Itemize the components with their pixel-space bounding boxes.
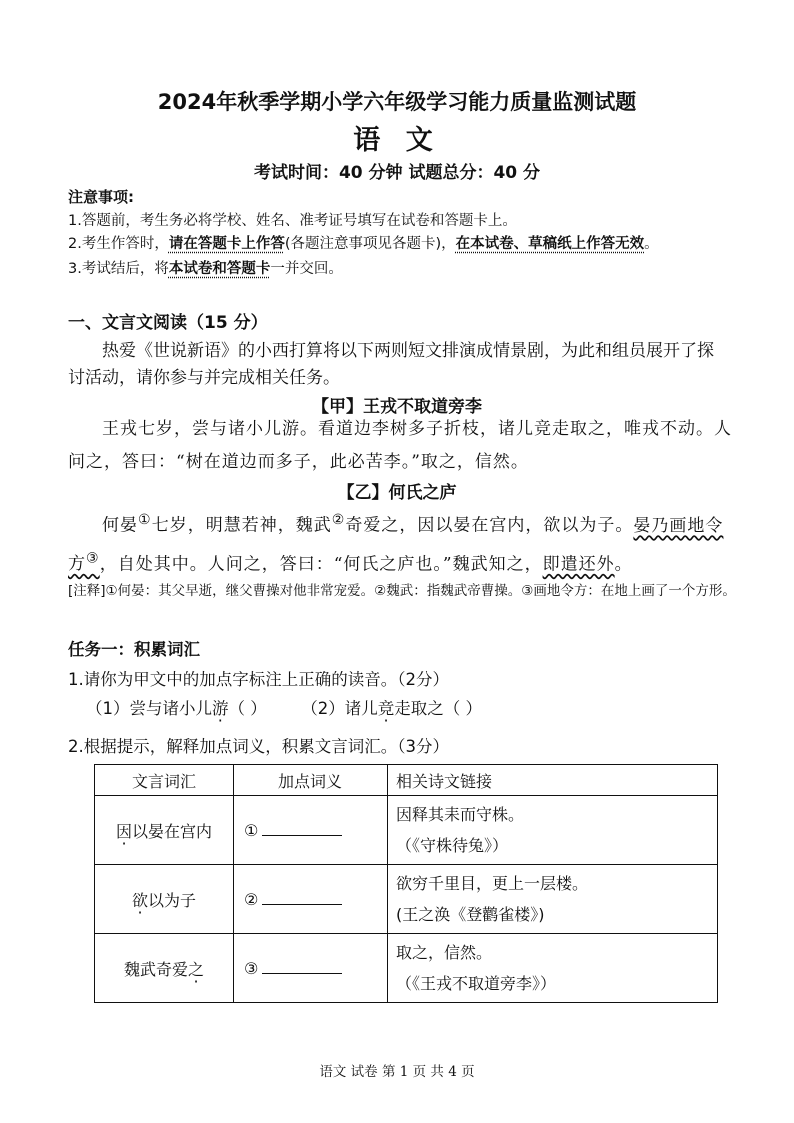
yi-part: ，自处其中。人问之，答曰：“何氏之庐也。”魏武知之， [99, 554, 543, 575]
note-2-part: (各题注意事项见各题卡)， [284, 236, 456, 252]
table-row [95, 865, 718, 934]
yi-part: 何晏 [102, 515, 138, 536]
yi-part: 奇爱之，因以晏在宫内，欲以为子。 [345, 515, 634, 536]
note-2-emph: 请在答题卡上作答 [168, 236, 285, 252]
answer-line[interactable] [262, 821, 342, 836]
passage-jia-title: 【甲】王戎不取道旁李 [312, 397, 482, 417]
dotted-char: 游 [212, 699, 229, 718]
question-1: 1.请你为甲文中的加点字标注上正确的读音。（2分） [68, 670, 449, 689]
note-2-part: 。 [644, 236, 659, 252]
table-header-row [95, 765, 718, 796]
note-2 [68, 232, 659, 253]
word-part: 以晏在宫内 [132, 821, 213, 841]
link-line: 欲穷千里目，更上一层楼。 [396, 874, 589, 893]
word-part: 魏武奇爱 [123, 959, 188, 979]
annotation-footnote: [注释]①何晏：其父早逝，继父曹操对他非常宠爱。②魏武：指魏武帝曹操。③画地令方：在地上画了一个方形。 [68, 583, 736, 599]
notes-heading: 注意事项: [68, 188, 134, 206]
vocab-word [95, 865, 234, 934]
note-3-part: 一并交回。 [270, 261, 343, 277]
footnote-mark: ③ [86, 550, 100, 567]
link-source: （《王戎不取道旁李》） [396, 974, 557, 993]
exam-title: 2024年秋季学期小学六年级学习能力质量监测试题 [157, 90, 637, 114]
word-part: 以为子 [148, 890, 197, 910]
note-2-part: 2.考生作答时， [68, 236, 169, 252]
meaning-cell[interactable] [234, 865, 388, 934]
dotted-char: 因 [115, 821, 132, 841]
blank-number: ② [244, 889, 259, 909]
note-3-emph: 本试卷和答题卡 [168, 261, 271, 277]
yi-part: 。 [614, 554, 633, 575]
yi-wavy: 晏乃画地令方 [68, 515, 724, 575]
question-1-items [86, 695, 482, 719]
answer-line[interactable] [262, 959, 342, 974]
meaning-cell[interactable] [234, 934, 388, 1003]
table-header: 加点词义 [234, 765, 388, 796]
vocab-word [95, 934, 234, 1003]
item-label: （1） [86, 699, 130, 718]
meaning-cell[interactable] [234, 796, 388, 865]
section-1-heading: 一、文言文阅读（15 分） [68, 313, 268, 333]
table-header: 相关诗文链接 [388, 765, 718, 796]
dotted-char: 竞 [377, 699, 395, 718]
link-cell [388, 934, 718, 1003]
note-3-part: 3.考试结后，将 [68, 261, 169, 277]
note-1: 1.答题前，考生务必将学校、姓名、准考证号填写在试卷和答题卡上。 [68, 213, 517, 229]
note-2-emph: 在本试卷、草稿纸上作答无效 [455, 236, 645, 252]
link-line: 因释其耒而守株。 [396, 805, 525, 824]
answer-line[interactable] [262, 890, 342, 905]
item-text: （2）诸儿 [301, 699, 378, 718]
passage-jia-text: 王戎七岁，尝与诸小儿游。看道边李树多子折枝，诸儿竞走取之，唯戎不动。人问之，答曰：“树在道边而多子，此必苦李。”取之，信然。 [68, 419, 732, 472]
table-row [95, 796, 718, 865]
subject-title: 语 文 [353, 125, 441, 156]
table-header: 文言词汇 [95, 765, 234, 796]
link-line: 取之，信然。 [396, 943, 493, 962]
table-row [95, 934, 718, 1003]
passage-yi-text [68, 504, 733, 581]
link-source: (王之涣《登鹳雀楼》) [396, 905, 545, 924]
footnote-mark: ① [138, 512, 152, 528]
item-text: 尝与诸小儿 [129, 699, 212, 718]
page-footer: 语文 试卷 第 1 页 共 4 页 [319, 1064, 475, 1080]
answer-blank[interactable]: 走取之（ ） [394, 699, 482, 718]
yi-wavy: 即遣还外 [542, 554, 615, 575]
blank-number: ① [244, 820, 259, 840]
dotted-char: 欲 [131, 890, 148, 910]
section-intro: 热爱《世说新语》的小西打算将以下两则短文排演成情景剧，为此和组员展开了探讨活动，请你参与并完成相关任务。 [68, 341, 714, 388]
exam-info: 考试时间：40 分钟 试题总分：40 分 [253, 163, 541, 183]
link-cell [388, 796, 718, 865]
answer-blank[interactable]: （ ） [228, 699, 267, 718]
note-3 [68, 257, 343, 278]
task-1-heading: 任务一：积累词汇 [68, 640, 200, 659]
vocab-word [95, 796, 234, 865]
yi-part: 七岁，明慧若神，魏武 [151, 515, 332, 536]
footnote-mark: ② [331, 512, 346, 528]
vocab-table [94, 764, 718, 1003]
passage-yi-title: 【乙】何氏之庐 [337, 483, 457, 503]
question-2: 2.根据提示，解释加点词义，积累文言词汇。（3分） [68, 737, 449, 756]
dotted-char: 之 [188, 959, 205, 979]
link-cell [388, 865, 718, 934]
blank-number: ③ [244, 958, 259, 978]
link-source: （《守株待兔》） [396, 836, 509, 855]
